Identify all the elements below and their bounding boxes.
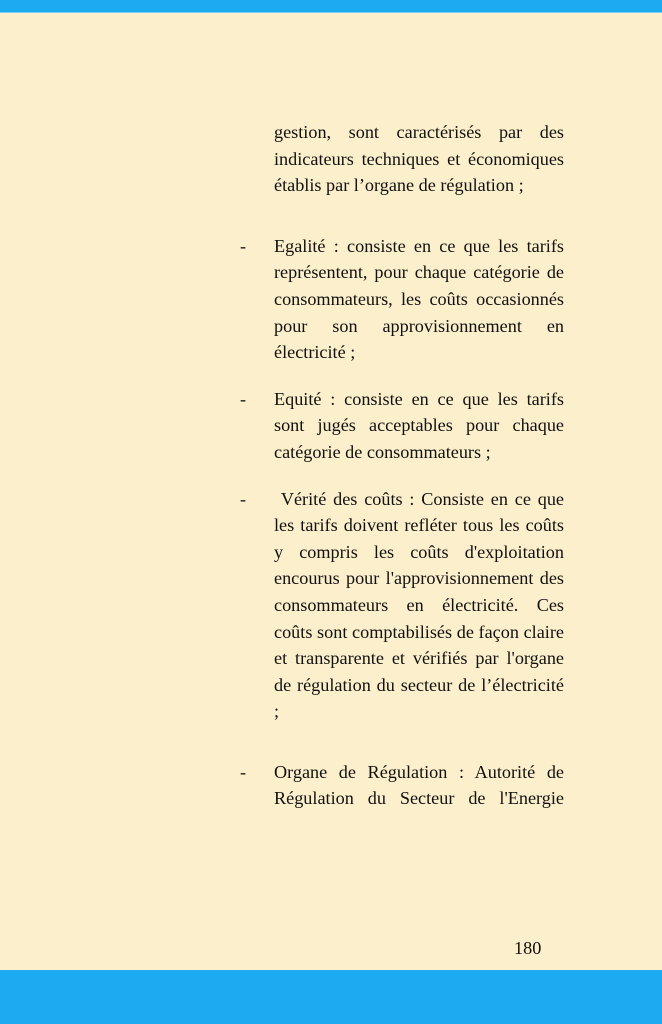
top-bar <box>0 0 662 13</box>
list-item-organe-de-regulation <box>240 759 564 812</box>
list-item-equite <box>240 386 564 466</box>
bottom-bar <box>0 970 662 1024</box>
page-number: 180 <box>514 938 542 958</box>
page-body <box>240 119 569 812</box>
list-item-text: Organe de Régulation : Autorité de Régulation du Secteur de l'Energie <box>274 761 564 809</box>
list-item-egalite <box>240 233 564 366</box>
bullet-dash: - <box>240 488 247 509</box>
continuation-paragraph: gestion, sont caractérisés par des indicateurs techniques et économiques établis par l’organe de régulation ; <box>274 122 564 196</box>
list-item-verite-des-couts <box>240 486 569 725</box>
bullet-dash: - <box>240 388 247 409</box>
bullet-dash: - <box>240 761 247 782</box>
list-item-text: Egalité : consiste en ce que les tarifs représentent, pour chaque catégorie de consommateurs, les coûts occasionnés pour son approvisionnement en électricité ; <box>274 235 564 363</box>
list-item-text: Vérité des coûts : Consiste en ce que les tarifs doivent refléter tous les coûts y compris les coûts d'exploitation encourus pour l'approvisionnement des consommateurs en électricité. Ces coûts sont comptabilisés de façon claire et transparente et vérifiés par l'organe de régulation du secteur de l’électricité ; <box>274 488 569 722</box>
bullet-dash: - <box>240 235 247 256</box>
list-item-text: Equité : consiste en ce que les tarifs sont jugés acceptables pour chaque catégorie de consommateurs ; <box>274 388 564 462</box>
